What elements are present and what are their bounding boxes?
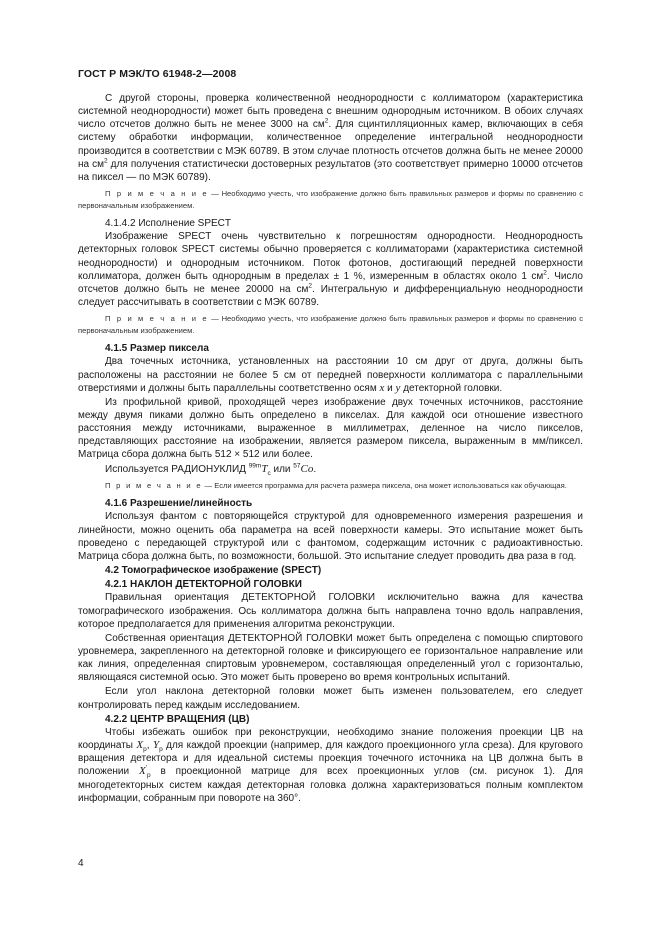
- document-body: [78, 92, 583, 806]
- note: П р и м е ч а н и е — Необходимо учесть, что изображение должно быть правильных размеров и формы по сравнению с первоначальным изображением.: [78, 314, 583, 335]
- section-heading: 4.1.4.2 Исполнение SPECT: [105, 218, 232, 230]
- paragraph: Чтобы избежать ошибок при реконструкции, необходимо знание положения проекции ЦВ на координаты $X_p$, $Y_p$ для каждой проекции (например, для каждого проекционного угла среза). Для кругового вращения детектора и для идеальной системы проекция точечного источника на ЦВ должна быть в положении $X'_p$ в проекционной матрице для всех проекционных углов (см. рисунок 1). Для многодетекторных систем каждая детекторная головка должна характеризоваться полным комплектом информации, собранным при повороте на 360°.: [78, 726, 583, 804]
- paragraph: Используется РАДИОНУКЛИД $^{99m}T_c$ или $^{57}$Co.: [105, 462, 317, 477]
- paragraph: Правильная ориентация ДЕТЕКТОРНОЙ ГОЛОВКИ исключительно важна для качества томографического изображения. Ось коллиматора должна быть направлена точно вдоль направления, которое предполагается для применения алгоритма реконструкции.: [78, 592, 583, 630]
- paragraph: Собственная ориентация ДЕТЕКТОРНОЙ ГОЛОВКИ может быть определена с помощью спиртового уровнемера, закрепленного на детекторной головке и фиксирующего ее горизонтальное направление или как линия, определенная спиртовым уровнемером, составляющая определенный угол с горизонталью, являющаяся системной осью. Это может быть проверено во время контрольных испытаний.: [78, 632, 583, 684]
- section-heading: 4.2.2 ЦЕНТР ВРАЩЕНИЯ (ЦВ): [105, 713, 250, 725]
- section-heading: 4.1.6 Разрешение/линейность: [105, 498, 253, 510]
- paragraph: Два точечных источника, установленных на расстоянии 10 см друг от друга, должны быть расположены на расстоянии не более 5 см от передней поверхности коллиматора с параллельными отверстиями и должны быть параллельны соответственно осям x и y детекторной головки.: [78, 356, 583, 394]
- paragraph: С другой стороны, проверка количественной неоднородности с коллиматором (характеристика системной неоднородности) может быть проведена с внешним однородным источником. В обоих случаях число отсчетов должно быть не менее 3000 на $см^2$. Для сцинтилляционных камер, включающих в себя систему обработки информации, количественное определение интегральной неоднородности производится в соответствии с МЭК 60789. В этом случае плотность отсчетов должна быть не менее 20000 на $см^2$ для получения статистически достоверных результатов (это соответствует примерно 10000 отсчетов на пиксел — по МЭК 60789).: [78, 93, 583, 183]
- document-header: ГОСТ Р МЭК/ТО 61948-2—2008: [78, 68, 237, 80]
- section-heading: 4.2 Томографическое изображение (SPECT): [105, 565, 322, 577]
- paragraph: Изображение SPECT очень чувствительно к погрешностям однородности. Неоднородность детекторных головок SPECT системы обычно проверяется с коллиматорами (характеристика системной неоднородности) и однородным источником. Поток фотонов, достигающий передней поверхности коллиматора, должен быть однородным в пределах ± 1 %, измеренным в областях около 1 $см^2$. Число отсчетов должно быть не менее 20000 на $см^2$. Интегральную и дифференциальную неоднородности следует рассчитывать в соответствии с МЭК 60789.: [78, 231, 583, 309]
- note: П р и м е ч а н и е — Если имеется программа для расчета размера пиксела, она может использоваться как обучающая.: [105, 480, 567, 490]
- page-number: 4: [78, 858, 84, 869]
- note: П р и м е ч а н и е — Необходимо учесть, что изображение должно быть правильных размеров и формы по сравнению с первоначальным изображением.: [78, 189, 583, 210]
- paragraph: Используя фантом с повторяющейся структурой для одновременного измерения разрешения и линейности, можно оценить оба параметра на всей поверхности камеры. Это испытание может быть проведено с передающей структурой или с фантомом, содержащим источник с радиоактивностью. Матрица сбора должна быть, по возможности, большой. Это испытание следует проводить два раза в год.: [78, 511, 583, 562]
- section-heading: 4.1.5 Размер пиксела: [105, 343, 209, 355]
- paragraph: Из профильной кривой, проходящей через изображение двух точечных источников, расстояние между двумя пиками должно быть определено в пикселах. Для каждой оси отношение известного расстояния между источниками, выраженное в миллиметрах, деленное на число пикселов, представляющих расстояние на изображении, является размером пиксела, выраженным в мм/пиксел. Матрица сбора должна быть 512 × 512 или более.: [78, 396, 583, 461]
- paragraph: Если угол наклона детекторной головки может быть изменен пользователем, его следует контролировать перед каждым исследованием.: [78, 686, 583, 711]
- section-heading: 4.2.1 НАКЛОН ДЕТЕКТОРНОЙ ГОЛОВКИ: [105, 579, 302, 591]
